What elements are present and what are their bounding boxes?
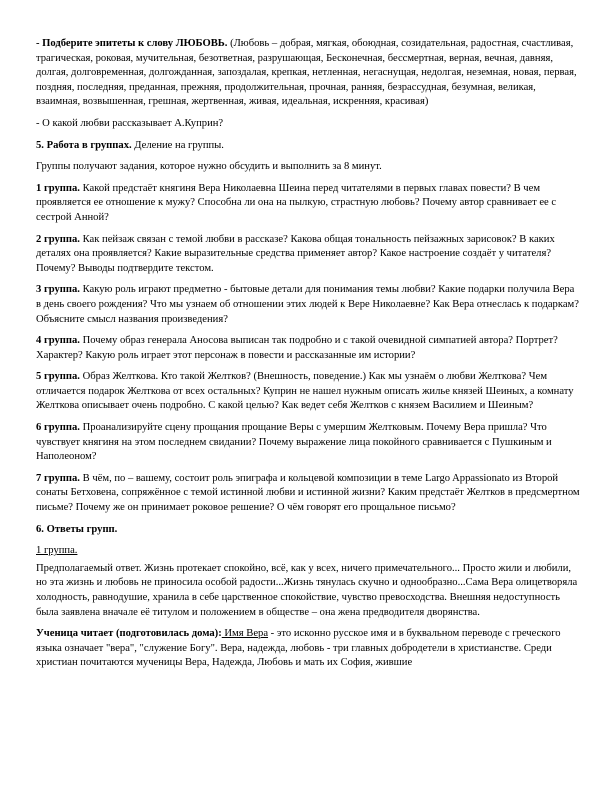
group-1-answer-heading: 1 группа. [36,545,78,557]
group-instructions: Группы получают задания, которое нужно обсудить и выполнить за 8 минут. [36,161,382,173]
group-6-task: 6 группа. Проанализируйте сцену прощания прощание Веры с умершим Желтковым. Почему Вера пришла? Что чувствует княгиня на этом последнем свидании? Почему выражение лица покойного сравнивается с Пушкиным и Наполеоном? [36,422,552,463]
epithets-task: - Подберите эпитеты к слову ЛЮБОВЬ. (Любовь – добрая, мягкая, обоюдная, созидательная, радостная, счастливая, трагическая, роковая, мучительная, безответная, разрушающая, Бесконечная, бессмертная, верная, вечная, давняя, долгая, долговременная, долгожданная, запоздалая, крепкая, нетленная, негаснущая, недолгая, неземная, новая, первая, поздняя, последняя, преданная, прежняя, продолжительная, прочная, ранняя, безрассудная, безумная, великая, взаимная, возвышенная, грешная, жертвенная, живая, идеальная, искренняя, красивая) [36,38,577,108]
group-4-task: 4 группа. Почему образ генерала Аносова выписан так подробно и с такой очевидной симпатией автора? Портрет? Характер? Какую роль играет этот персонаж в повести и рассказанные им истории? [36,335,558,361]
group-1-task: 1 группа. Какой предстаёт княгиня Вера Николаевна Шеина перед читателями в первых главах повести? В чем проявляется ее отношение к мужу? Способна ли она на пылкую, страстную любовь? Почему автор сравнивает ее с сестрой Анной? [36,182,557,223]
section-5-heading: 5. Работа в группах. Деление на группы. [36,139,224,151]
group-3-task: 3 группа. Какую роль играют предметно - бытовые детали для понимания темы любви? Какие подарки получила Вера в день своего рождения? Что мы узнаем об отношении этих людей к Вере Николаевне? Как Вера отнеслась к подаркам? Объясните смысл названия произведения? [36,284,579,325]
group-5-task: 5 группа. Образ Желткова. Кто такой Желтков? (Внешность, поведение.) Как мы узнаём о любви Желткова? Чем отличается подарок Желткова от всех остальных? Куприн не нашел нужным описать жилье князей Шеиных, а комнату Желткова описывает очень подробно. С какой целью? Как ведет себя Желтков с князем Василием и Шеиным? [36,371,574,412]
document-body [36,37,581,678]
section-6-heading: 6. Ответы групп. [36,523,118,535]
group-2-task: 2 группа. Как пейзаж связан с темой любви в рассказе? Какова общая тональность пейзажных зарисовок? В каких деталях она проявляется? Какие выразительные средства применяет автор? Какое настроение создаёт у читателя? Почему? Выводы подтвердите текстом. [36,233,555,274]
student-reading: Ученица читает (подготовилась дома): Имя Вера - это исконно русское имя и в буквальном переводе с греческого языка означает "вера", "служение Богу". Вера, надежда, любовь - три главных добродетели в христианстве. Среди христиан почитаются мученицы Вера, Надежда, Любовь и мать их София, жившие [36,628,561,669]
group-7-task: 7 группа. В чём, по – вашему, состоит роль эпиграфа и кольцевой композиции в теме Largo Appassionato из Второй сонаты Бетховена, сопряжённое с темой истинной любви и истинной жизни? Каким предстаёт Желтков в предсмертном письме? Почему же он принимает роковое решение? О чём говорят его прощальное письмо? [36,472,580,514]
expected-answer: Предполагаемый ответ. Жизнь протекает спокойно, всё, как у всех, ничего примечательного... Просто жили и любили, но эта жизнь и любовь не приносила особой радости...Жизнь тянулась скучно и однообразно...Сама Вера олицетворяла холодность, равнодушие, хранила в себе царственное спокойствие, чувство превосходства. Внешняя недоступность была заявлена вначале её титулом и положением в обществе – она жена предводителя дворянства. [36,562,578,618]
kuprin-question: - О какой любви рассказывает А.Куприн? [36,117,224,129]
